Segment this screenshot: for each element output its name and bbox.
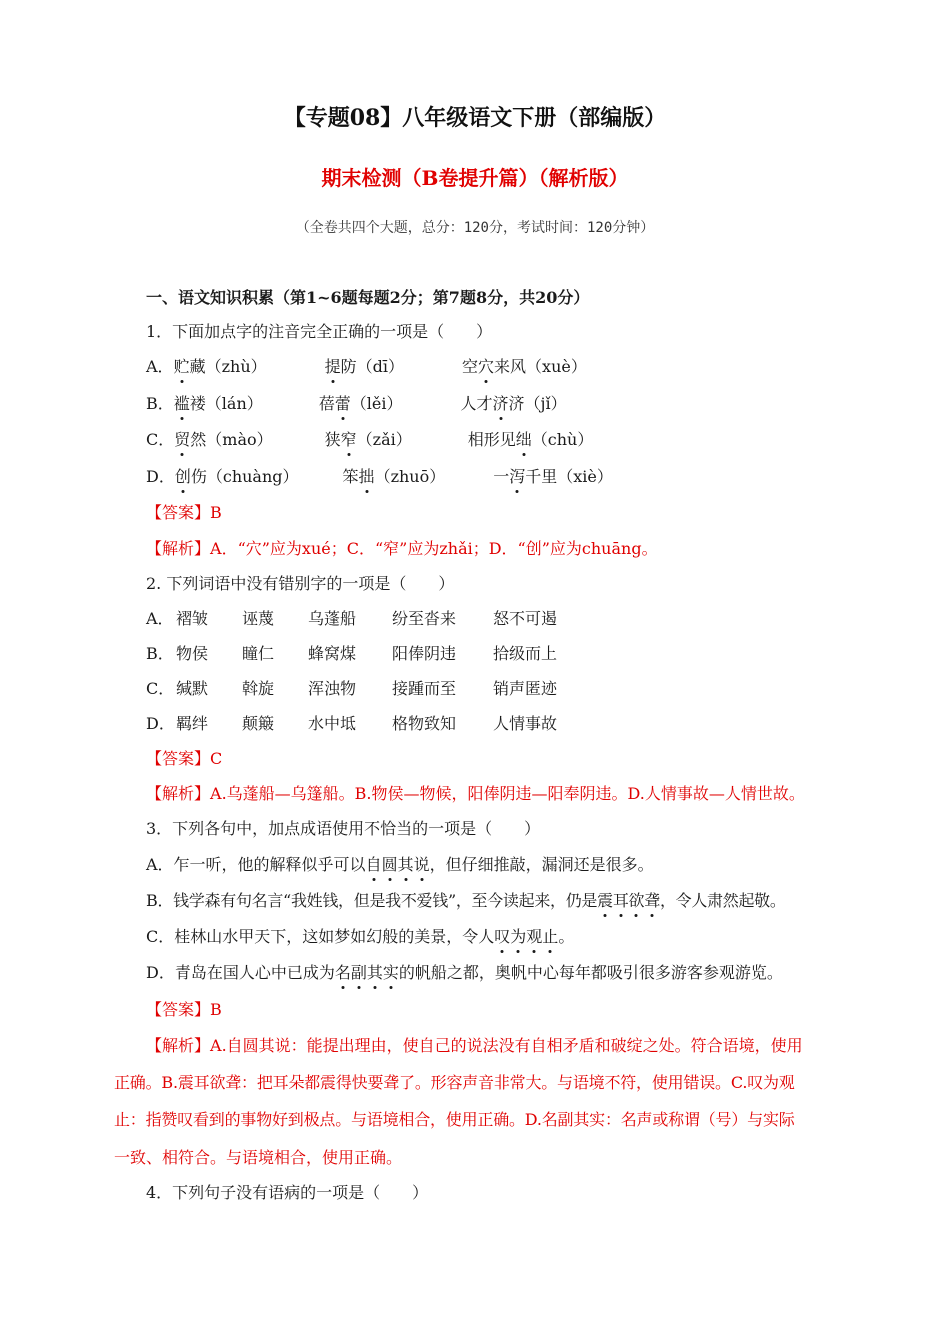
q4-stem: 4．下列句子没有语病的一项是（ ）	[146, 1183, 429, 1202]
option-prefix: B．	[146, 644, 174, 663]
option-text: 防（dī）	[340, 357, 405, 376]
q1-answer	[146, 502, 222, 524]
dotted-char: 说	[413, 855, 430, 874]
exam-note: （全卷共四个大题，总分：120分，考试时间：120分钟）	[295, 220, 655, 236]
option-text: 来风（xuè）	[494, 357, 587, 376]
option-text: 藏（zhù）	[189, 357, 267, 376]
q3-option-b	[146, 890, 786, 912]
answer-label: 【答案】	[146, 1000, 211, 1019]
word: 羁绊	[176, 714, 209, 733]
option-text: 济（jǐ）	[508, 394, 567, 413]
option-text: 伤（chuàng）	[190, 467, 299, 486]
dotted-char: 蕾	[334, 394, 351, 413]
q2-row-b	[146, 643, 557, 665]
option-text: （lěi）	[350, 394, 403, 413]
q3-option-c	[146, 926, 574, 948]
dotted-char: 圆	[381, 855, 398, 874]
dotted-char: 拙	[358, 467, 375, 486]
option-text: 的帆船之都，奥帆中心每年都吸引很多游客参观游览。	[398, 963, 783, 982]
word: 颠簸	[242, 714, 275, 733]
dotted-char: 叹	[494, 927, 511, 946]
option-text: A．乍一听，他的解释似乎可以	[146, 855, 366, 874]
option-text: （zǎi）	[356, 430, 412, 449]
option-text: B．钱学森有句名言“我姓钱，但是我不爱钱”，至今读起来，仍是	[146, 891, 598, 910]
word: 浑浊物	[308, 679, 357, 698]
q2-stem: 2. 下列词语中没有错别字的一项是（ ）	[146, 574, 455, 593]
option-prefix: C．	[146, 679, 175, 698]
q3-option-d	[146, 962, 783, 984]
option-text: 蓓	[318, 394, 335, 413]
dotted-char: 名	[334, 963, 351, 982]
dotted-char: 提	[324, 357, 341, 376]
word: 纷至沓来	[392, 609, 457, 628]
q3-analysis-line-1	[146, 1035, 803, 1057]
option-text: ，但仔细推敲，漏洞还是很多。	[429, 855, 654, 874]
option-text: C．桂林山水甲天下，这如梦如幻般的美景，令人	[146, 927, 495, 946]
q1-option-a	[146, 356, 587, 378]
dotted-char: 其	[397, 855, 414, 874]
q1-option-d	[146, 466, 613, 488]
word: 水中坻	[308, 714, 357, 733]
option-text: 千里（xiè）	[525, 467, 613, 486]
q2-row-c	[146, 678, 557, 700]
word: 乌蓬船	[308, 609, 357, 628]
dotted-char: 贮	[173, 357, 190, 376]
word: 瞳仁	[242, 644, 275, 663]
word: 人情事故	[493, 714, 558, 733]
option-text: 狭	[324, 430, 341, 449]
word: 褶皱	[176, 609, 209, 628]
q3-option-a	[146, 854, 654, 876]
option-prefix: A．	[146, 357, 174, 376]
dotted-char: 济	[492, 394, 509, 413]
option-text: 。	[558, 927, 575, 946]
dotted-char: 创	[174, 467, 191, 486]
dotted-char: 贸	[174, 430, 191, 449]
option-text: ，令人肃然起敬。	[659, 891, 786, 910]
analysis-text: A.乌蓬船—乌篷船。B.物侯—物候，阳俸阴违—阳奉阴违。D.人情事故—人情世故。	[210, 784, 805, 803]
q3-answer	[146, 999, 222, 1021]
dotted-char: 欲	[628, 891, 645, 910]
dotted-char: 止	[542, 927, 559, 946]
dotted-char: 泻	[509, 467, 526, 486]
q2-row-a	[146, 608, 557, 630]
word: 诬蔑	[242, 609, 275, 628]
analysis-text: A.自圆其说：能提出理由，使自己的说法没有自相矛盾和破绽之处。符合语境，使用	[210, 1036, 803, 1055]
option-text: 笨	[342, 467, 359, 486]
word: 拾级而上	[493, 644, 558, 663]
word: 物侯	[176, 644, 209, 663]
option-text: 一	[493, 467, 510, 486]
word: 销声匿迹	[493, 679, 558, 698]
word: 接踵而至	[392, 679, 457, 698]
answer-label: 【答案】	[146, 503, 211, 522]
dotted-char: 褴	[173, 394, 190, 413]
q2-row-d	[146, 713, 557, 735]
q1-option-b	[146, 393, 567, 415]
dotted-char: 窄	[340, 430, 357, 449]
analysis-text: A．“穴”应为xué；C．“窄”应为zhǎi；D．“创”应为chuāng。	[210, 539, 658, 558]
word: 斡旋	[242, 679, 275, 698]
dotted-char: 实	[382, 963, 399, 982]
dotted-char: 穴	[478, 357, 495, 376]
word: 怒不可遏	[493, 609, 558, 628]
document-title: 【专题08】八年级语文下册（部编版）	[283, 105, 667, 131]
dotted-char: 震	[597, 891, 613, 910]
q2-answer	[146, 748, 222, 770]
q3-analysis-line-2: 正确。B.震耳欲聋：把耳朵都震得快要聋了。形容声音非常大。与语境不符，使用错误。C.叹为观	[114, 1073, 795, 1092]
q1-stem: 1．下面加点字的注音完全正确的一项是（ ）	[146, 322, 493, 341]
word: 阳俸阴违	[392, 644, 457, 663]
word: 缄默	[176, 679, 209, 698]
q3-analysis-line-3: 止：指赞叹看到的事物好到极点。与语境相合，使用正确。D.名副其实：名声或称谓（号）与实际	[114, 1110, 795, 1129]
dotted-char: 绌	[515, 430, 532, 449]
q3-stem: 3．下列各句中，加点成语使用不恰当的一项是（ ）	[146, 819, 541, 838]
answer-value: B	[210, 503, 222, 522]
option-prefix: A．	[146, 609, 174, 628]
word: 格物致知	[392, 714, 457, 733]
q3-analysis-line-4: 一致、相符合。与语境相合，使用正确。	[114, 1148, 403, 1167]
dotted-char: 观	[526, 927, 543, 946]
dotted-char: 其	[366, 963, 383, 982]
option-prefix: B．	[146, 394, 174, 413]
option-text: 相形见	[467, 430, 516, 449]
option-text: 褛（lán）	[189, 394, 263, 413]
option-prefix: C．	[146, 430, 175, 449]
option-text: 空	[462, 357, 479, 376]
option-text: 人才	[460, 394, 493, 413]
word: 蜂窝煤	[308, 644, 357, 663]
option-text: 然（mào）	[190, 430, 273, 449]
answer-value: C	[210, 749, 223, 768]
q1-option-c	[146, 429, 593, 451]
option-prefix: D．	[146, 714, 175, 733]
option-prefix: D．	[146, 467, 175, 486]
section-heading: 一、语文知识积累（第1~6题每题2分；第7题8分，共20分）	[146, 288, 590, 307]
analysis-label: 【解析】	[146, 784, 211, 803]
dotted-char: 副	[350, 963, 367, 982]
q2-analysis	[146, 783, 805, 805]
dotted-char: 为	[510, 927, 527, 946]
option-text: （chù）	[531, 430, 594, 449]
analysis-label: 【解析】	[146, 1036, 211, 1055]
dotted-char: 耳	[612, 891, 629, 910]
analysis-label: 【解析】	[146, 539, 211, 558]
option-text: D．青岛在国人心中已成为	[146, 963, 335, 982]
dotted-char: 聋	[644, 891, 660, 910]
document-subtitle: 期末检测（B卷提升篇）（解析版）	[321, 166, 629, 190]
option-text: （zhuō）	[374, 467, 446, 486]
q1-analysis	[146, 538, 658, 560]
dotted-char: 自	[365, 855, 382, 874]
answer-value: B	[210, 1000, 222, 1019]
answer-label: 【答案】	[146, 749, 211, 768]
